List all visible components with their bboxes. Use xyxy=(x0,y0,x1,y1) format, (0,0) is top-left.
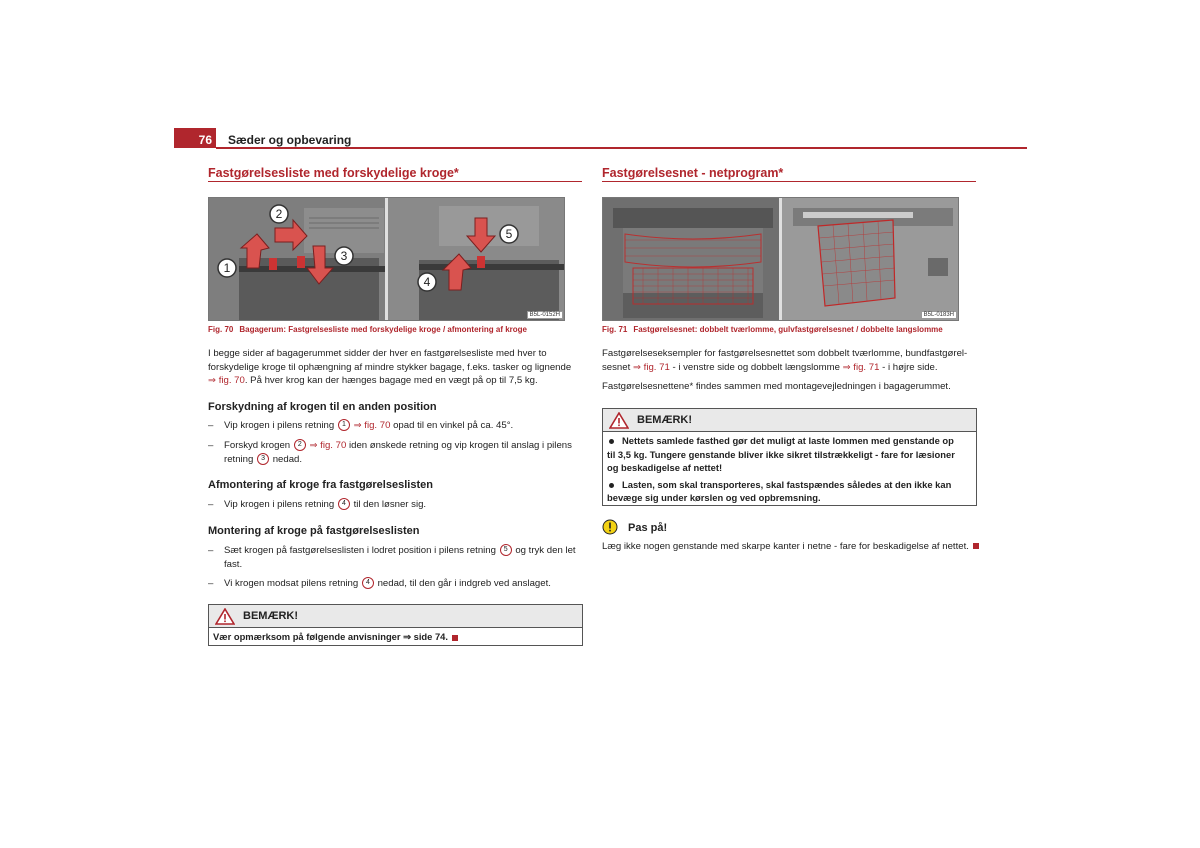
ref-fig-70[interactable]: ⇒ fig. 70 xyxy=(208,375,245,386)
callout-2: 2 xyxy=(275,207,283,221)
left-note-text: Vær opmærksom på følgende anvisninger ⇒ side 74. xyxy=(213,631,449,642)
callout-4: 4 xyxy=(423,275,431,289)
left-note-header xyxy=(209,605,582,628)
callout-5: 5 xyxy=(505,227,513,241)
right-note-header xyxy=(603,409,976,432)
figure-71-label: Fig. 71 xyxy=(602,325,628,334)
section-heading-mount-hook: Montering af kroge på fastgørelseslisten xyxy=(208,525,420,537)
bullet-icon xyxy=(609,439,614,444)
step-number: 3 xyxy=(257,453,269,465)
left-title-rule xyxy=(208,181,582,182)
caution-text-line xyxy=(602,540,982,554)
ref-fig-71[interactable]: ⇒ fig. 71 xyxy=(842,361,880,373)
right-section-title: Fastgørelsesnet - netprogram* xyxy=(602,166,784,180)
section-heading-remove-hook: Afmontering af kroge fra fastgørelseslisten xyxy=(208,479,433,491)
figure-71-code: B5L-0183H xyxy=(921,311,957,319)
ref-fig-70[interactable]: ⇒ fig. 70 xyxy=(309,440,347,451)
bullet-icon xyxy=(609,483,614,488)
caution-title: Pas på! xyxy=(628,522,668,534)
figure-70-code: B5L-0152H xyxy=(527,311,563,319)
ref-fig-71[interactable]: ⇒ fig. 71 xyxy=(632,361,670,373)
left-section-title: Fastgørelsesliste med forskydelige kroge* xyxy=(208,166,459,180)
left-intro xyxy=(208,347,588,388)
figure-71-illustration xyxy=(603,198,958,320)
figure-70-caption-text: Bagagerum: Fastgrelsesliste med forskydelige kroge / afmontering af kroge xyxy=(239,325,527,334)
figure-70-caption xyxy=(208,325,527,334)
end-mark-icon xyxy=(452,635,458,641)
step-number: 1 xyxy=(338,419,350,431)
callout-3: 3 xyxy=(340,249,348,263)
caution-text: Læg ikke nogen genstande med skarpe kanter i netne - fare for beskadigelse af nettet. xyxy=(602,541,969,552)
warning-icon xyxy=(215,608,235,625)
chapter-title: Sæder og opbevaring xyxy=(228,133,352,147)
right-paragraph-2: Fastgørelsesnettene* findes sammen med montagevejledningen i bagagerummet. xyxy=(602,381,951,392)
list-item: – Vip krogen i pilens retning 1 ⇒ fig. 70 opad til en vinkel på ca. 45°. xyxy=(208,420,514,431)
figure-71 xyxy=(602,197,959,321)
callout-1: 1 xyxy=(223,261,231,275)
right-title-rule xyxy=(602,181,976,182)
right-note-title: BEMÆRK! xyxy=(637,414,692,426)
left-intro-line-2: forskydelige kroge til ophængning af mindre stykker bagage, f.eks. tasker og lignende xyxy=(208,361,572,373)
end-mark-icon xyxy=(973,543,979,549)
step-number: 5 xyxy=(500,544,512,556)
page-number: 76 xyxy=(174,128,216,148)
figure-71-caption-text: Fastgørelsesnet: dobbelt tværlomme, gulvfastgørelsesnet / dobbelte langslomme xyxy=(633,325,943,334)
right-intro-line-1: Fastgørelseseksempler for fastgørelsesnettet som dobbelt tværlomme, bundfastgørel- xyxy=(602,348,968,359)
left-intro-line-3: . På hver krog kan der hænges bagage med en vægt på op til 7,5 kg. xyxy=(244,375,538,386)
right-intro: Fastgørelseseksempler for fastgørelsesnettet som dobbelt tværlomme, bundfastgørel- sesnet ⇒ fig. 71 - i venstre side og dobbelt længslomme ⇒ fig. 71 - i højre side. xyxy=(602,347,982,374)
left-note-body xyxy=(209,628,582,646)
step-number: 4 xyxy=(362,577,374,589)
left-note-title: BEMÆRK! xyxy=(243,610,298,622)
figure-71-caption xyxy=(602,325,943,334)
list-item: – Vip krogen i pilens retning 4 til den løsner sig. xyxy=(208,499,427,510)
caution-icon xyxy=(602,519,618,535)
right-note-box xyxy=(602,408,977,506)
left-intro-line-1: I begge sider af bagagerummet sidder der hver en fastgørelsesliste med hver to xyxy=(208,348,547,359)
section-heading-move-hook: Forskydning af krogen til en anden position xyxy=(208,401,437,413)
header-rule xyxy=(216,147,1027,149)
warning-icon xyxy=(609,412,629,429)
figure-70-label: Fig. 70 xyxy=(208,325,234,334)
step-number: 4 xyxy=(338,498,350,510)
ref-fig-70[interactable]: ⇒ fig. 70 xyxy=(353,420,391,431)
list-item: – Sæt krogen på fastgørelseslisten i lodret position i pilens retning 5 og tryk den let fast. xyxy=(208,545,576,570)
list-item: – Vi krogen modsat pilens retning 4 nedad, til den går i indgreb ved anslaget. xyxy=(208,578,551,589)
figure-70-illustration xyxy=(209,198,564,320)
figure-70 xyxy=(208,197,565,321)
left-note-box xyxy=(208,604,583,646)
step-number: 2 xyxy=(294,439,306,451)
right-note-body: Nettets samlede fasthed gør det muligt at laste lommen med genstande op til 3,5 kg. Tungere genstande bliver ikke sikret tilstrækkeligt - fare for læsioner og beskadigelse af nettet! Lasten, som skal transporteres, skal fastspændes således at den ikke kan bevæge sig under kørslen og ved opbremsning. xyxy=(607,435,955,503)
list-item: – Forskyd krogen 2 ⇒ fig. 70 iden ønskede retning og vip krogen til anslag i pilens retning 3 nedad. xyxy=(208,440,572,465)
